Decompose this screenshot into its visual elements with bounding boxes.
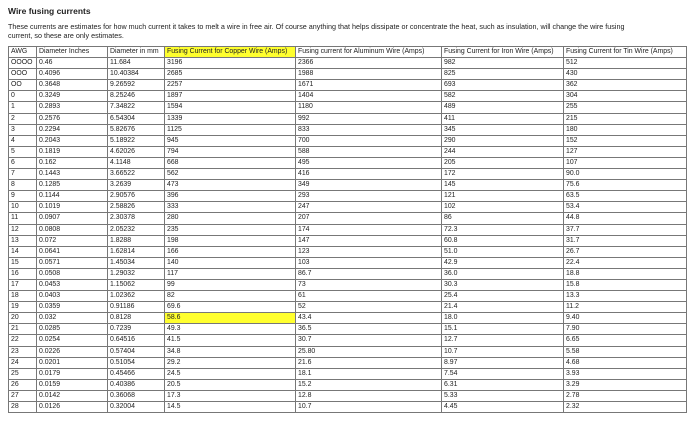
table-cell: 18 <box>9 291 37 302</box>
table-cell: 255 <box>564 102 687 113</box>
table-cell: 1 <box>9 102 37 113</box>
table-cell: 0.40386 <box>108 379 165 390</box>
table-cell: 0.0508 <box>37 268 108 279</box>
table-cell: 0 <box>9 91 37 102</box>
table-cell: 4.68 <box>564 357 687 368</box>
table-row <box>9 135 687 146</box>
table-cell: 7 <box>9 169 37 180</box>
column-header: Fusing current for Aluminum Wire (Amps) <box>296 47 442 58</box>
table-cell: 52 <box>296 302 442 313</box>
table-row <box>9 313 687 324</box>
table-cell: 3.93 <box>564 368 687 379</box>
table-cell: 244 <box>442 146 564 157</box>
table-cell: 25.4 <box>442 291 564 302</box>
table-cell: 0.36068 <box>108 390 165 401</box>
table-cell: 18.0 <box>442 313 564 324</box>
table-row <box>9 80 687 91</box>
table-cell: 180 <box>564 124 687 135</box>
table-cell: 512 <box>564 58 687 69</box>
table-cell: 15 <box>9 257 37 268</box>
table-cell: 25.80 <box>296 346 442 357</box>
table-cell: 60.8 <box>442 235 564 246</box>
table-cell: 0.1443 <box>37 169 108 180</box>
table-cell: 22 <box>9 335 37 346</box>
table-cell: 8.25246 <box>108 91 165 102</box>
column-header: AWG <box>9 47 37 58</box>
table-cell: 49.3 <box>165 324 296 335</box>
column-header: Fusing Current for Iron Wire (Amps) <box>442 47 564 58</box>
table-cell: 0.0126 <box>37 402 108 413</box>
table-cell: 140 <box>165 257 296 268</box>
table-row <box>9 202 687 213</box>
table-cell: 9.40 <box>564 313 687 324</box>
table-cell: 0.0179 <box>37 368 108 379</box>
table-cell: 2.30378 <box>108 213 165 224</box>
table-cell: 411 <box>442 113 564 124</box>
table-cell: 345 <box>442 124 564 135</box>
table-cell: 5 <box>9 146 37 157</box>
page-title: Wire fusing currents <box>8 6 91 16</box>
table-cell: 10.7 <box>442 346 564 357</box>
table-row <box>9 291 687 302</box>
table-cell: 0.162 <box>37 157 108 168</box>
table-cell: 7.54 <box>442 368 564 379</box>
table-cell: 2257 <box>165 80 296 91</box>
table-cell: 794 <box>165 146 296 157</box>
table-cell: 5.58 <box>564 346 687 357</box>
table-cell: 0.57404 <box>108 346 165 357</box>
table-cell: 4.45 <box>442 402 564 413</box>
table-cell: 42.9 <box>442 257 564 268</box>
table-cell: 86 <box>442 213 564 224</box>
table-cell: 117 <box>165 268 296 279</box>
column-header: Fusing Current for Tin Wire (Amps) <box>564 47 687 58</box>
table-cell: 0.64516 <box>108 335 165 346</box>
table-cell: 11 <box>9 213 37 224</box>
table-cell: 1125 <box>165 124 296 135</box>
table-cell: 12.8 <box>296 390 442 401</box>
table-cell: 172 <box>442 169 564 180</box>
table-header-row <box>9 47 687 58</box>
column-header: Fusing Current for Copper Wire (Amps) <box>165 47 296 58</box>
table-cell: 992 <box>296 113 442 124</box>
table-cell: 127 <box>564 146 687 157</box>
table-cell: 0.32004 <box>108 402 165 413</box>
table-cell: 107 <box>564 157 687 168</box>
table-cell: 63.5 <box>564 191 687 202</box>
table-row <box>9 69 687 80</box>
table-cell: 1671 <box>296 80 442 91</box>
table-row <box>9 246 687 257</box>
table-cell: 6 <box>9 157 37 168</box>
table-cell: 31.7 <box>564 235 687 246</box>
table-cell: 37.7 <box>564 224 687 235</box>
table-row <box>9 390 687 401</box>
table-cell: 34.8 <box>165 346 296 357</box>
table-cell: 17.3 <box>165 390 296 401</box>
table-cell: 5.18922 <box>108 135 165 146</box>
table-cell: 207 <box>296 213 442 224</box>
table-cell: 15.8 <box>564 279 687 290</box>
table-cell: 102 <box>442 202 564 213</box>
table-cell: 174 <box>296 224 442 235</box>
table-cell: 15.2 <box>296 379 442 390</box>
table-cell: 0.0808 <box>37 224 108 235</box>
table-body <box>9 58 687 413</box>
table-cell: 10.7 <box>296 402 442 413</box>
table-row <box>9 279 687 290</box>
table-cell: 0.2576 <box>37 113 108 124</box>
table-cell: 0.0201 <box>37 357 108 368</box>
table-cell: 43.4 <box>296 313 442 324</box>
table-cell: 15.1 <box>442 324 564 335</box>
table-cell: 14.5 <box>165 402 296 413</box>
table-cell: 0.2294 <box>37 124 108 135</box>
table-cell: 5.33 <box>442 390 564 401</box>
table-cell: 1.8288 <box>108 235 165 246</box>
table-cell: 30.7 <box>296 335 442 346</box>
table-cell: 24.5 <box>165 368 296 379</box>
table-cell: 1180 <box>296 102 442 113</box>
table-row <box>9 224 687 235</box>
table-cell: 2.90576 <box>108 191 165 202</box>
table-row <box>9 169 687 180</box>
table-cell: 147 <box>296 235 442 246</box>
table-row <box>9 91 687 102</box>
table-cell: 8 <box>9 180 37 191</box>
table-cell: 86.7 <box>296 268 442 279</box>
table-row <box>9 346 687 357</box>
table-cell: 27 <box>9 390 37 401</box>
table-cell: 0.1144 <box>37 191 108 202</box>
table-cell: 4 <box>9 135 37 146</box>
table-cell: 362 <box>564 80 687 91</box>
table-cell: 0.0142 <box>37 390 108 401</box>
table-cell: 11.684 <box>108 58 165 69</box>
table-cell: 20 <box>9 313 37 324</box>
table-cell: 945 <box>165 135 296 146</box>
table-cell: 3.2639 <box>108 180 165 191</box>
table-cell: OOOO <box>9 58 37 69</box>
table-cell: 473 <box>165 180 296 191</box>
table-cell: 215 <box>564 113 687 124</box>
table-row <box>9 124 687 135</box>
table-cell: 290 <box>442 135 564 146</box>
table-cell: 61 <box>296 291 442 302</box>
column-header: Diameter in mm <box>108 47 165 58</box>
table-cell: 0.3249 <box>37 91 108 102</box>
table-row <box>9 102 687 113</box>
table-cell: 0.45466 <box>108 368 165 379</box>
table-cell: 7.90 <box>564 324 687 335</box>
table-cell: 0.91186 <box>108 302 165 313</box>
table-cell: OOO <box>9 69 37 80</box>
table-cell: 5.82676 <box>108 124 165 135</box>
table-cell: 18.8 <box>564 268 687 279</box>
table-cell: 0.0403 <box>37 291 108 302</box>
table-cell: 3 <box>9 124 37 135</box>
table-cell: 1.02362 <box>108 291 165 302</box>
table-cell: 562 <box>165 169 296 180</box>
table-cell: 205 <box>442 157 564 168</box>
table-cell: 2.58826 <box>108 202 165 213</box>
table-cell: OO <box>9 80 37 91</box>
table-cell: 1594 <box>165 102 296 113</box>
table-cell: 1339 <box>165 113 296 124</box>
column-header: Diameter Inches <box>37 47 108 58</box>
table-cell: 304 <box>564 91 687 102</box>
table-cell: 0.3648 <box>37 80 108 91</box>
table-cell: 17 <box>9 279 37 290</box>
table-cell: 152 <box>564 135 687 146</box>
table-cell: 668 <box>165 157 296 168</box>
table-cell: 6.31 <box>442 379 564 390</box>
table-cell: 12.7 <box>442 335 564 346</box>
table-cell: 1404 <box>296 91 442 102</box>
table-cell: 489 <box>442 102 564 113</box>
table-cell: 235 <box>165 224 296 235</box>
table-cell: 145 <box>442 180 564 191</box>
table-cell: 0.1285 <box>37 180 108 191</box>
table-cell: 396 <box>165 191 296 202</box>
table-cell: 21 <box>9 324 37 335</box>
table-cell: 0.51054 <box>108 357 165 368</box>
table-cell: 3.66522 <box>108 169 165 180</box>
table-cell: 0.0254 <box>37 335 108 346</box>
table-row <box>9 379 687 390</box>
table-cell: 349 <box>296 180 442 191</box>
table-cell: 0.0359 <box>37 302 108 313</box>
table-cell: 2685 <box>165 69 296 80</box>
table-cell: 69.6 <box>165 302 296 313</box>
table-cell: 72.3 <box>442 224 564 235</box>
table-row <box>9 157 687 168</box>
intro-paragraph: These currents are estimates for how much current it takes to melt a wire in free air. Of course anything that helps dissipate or concentrate the heat, such as insulation, will change the wire fusing current, so these are only estimates. <box>8 22 625 40</box>
table-row <box>9 146 687 157</box>
table-cell: 2.78 <box>564 390 687 401</box>
table-cell: 495 <box>296 157 442 168</box>
table-cell: 13 <box>9 235 37 246</box>
table-cell: 18.1 <box>296 368 442 379</box>
table-cell: 41.5 <box>165 335 296 346</box>
table-cell: 90.0 <box>564 169 687 180</box>
table-cell: 28 <box>9 402 37 413</box>
table-row <box>9 191 687 202</box>
table-cell: 21.6 <box>296 357 442 368</box>
table-cell: 1897 <box>165 91 296 102</box>
table-cell: 247 <box>296 202 442 213</box>
table-row <box>9 58 687 69</box>
table-cell: 198 <box>165 235 296 246</box>
table-cell: 0.0907 <box>37 213 108 224</box>
table-cell: 16 <box>9 268 37 279</box>
table-cell: 416 <box>296 169 442 180</box>
table-cell: 21.4 <box>442 302 564 313</box>
table-cell: 58.6 <box>165 313 296 324</box>
table-cell: 0.0571 <box>37 257 108 268</box>
table-cell: 123 <box>296 246 442 257</box>
table-cell: 12 <box>9 224 37 235</box>
table-cell: 11.2 <box>564 302 687 313</box>
table-cell: 30.3 <box>442 279 564 290</box>
table-row <box>9 302 687 313</box>
table-cell: 0.2043 <box>37 135 108 146</box>
table-cell: 0.0285 <box>37 324 108 335</box>
table-row <box>9 368 687 379</box>
table-row <box>9 357 687 368</box>
table-cell: 26 <box>9 379 37 390</box>
table-cell: 10 <box>9 202 37 213</box>
table-cell: 588 <box>296 146 442 157</box>
table-cell: 2.32 <box>564 402 687 413</box>
table-cell: 10.40384 <box>108 69 165 80</box>
table-cell: 4.62026 <box>108 146 165 157</box>
table-cell: 700 <box>296 135 442 146</box>
table-cell: 6.54304 <box>108 113 165 124</box>
table-cell: 9 <box>9 191 37 202</box>
table-cell: 0.1019 <box>37 202 108 213</box>
table-cell: 280 <box>165 213 296 224</box>
table-cell: 99 <box>165 279 296 290</box>
table-cell: 51.0 <box>442 246 564 257</box>
table-cell: 23 <box>9 346 37 357</box>
table-cell: 26.7 <box>564 246 687 257</box>
table-cell: 166 <box>165 246 296 257</box>
table-cell: 9.26592 <box>108 80 165 91</box>
table-cell: 25 <box>9 368 37 379</box>
table-cell: 1.45034 <box>108 257 165 268</box>
table-row <box>9 235 687 246</box>
table-cell: 2.05232 <box>108 224 165 235</box>
table-cell: 0.2893 <box>37 102 108 113</box>
table-cell: 0.1819 <box>37 146 108 157</box>
table-cell: 1988 <box>296 69 442 80</box>
table-cell: 0.0159 <box>37 379 108 390</box>
table-cell: 4.1148 <box>108 157 165 168</box>
table-cell: 7.34822 <box>108 102 165 113</box>
table-cell: 53.4 <box>564 202 687 213</box>
table-cell: 1.62814 <box>108 246 165 257</box>
table-cell: 75.6 <box>564 180 687 191</box>
table-cell: 693 <box>442 80 564 91</box>
table-cell: 1.15062 <box>108 279 165 290</box>
table-cell: 24 <box>9 357 37 368</box>
table-row <box>9 268 687 279</box>
table-cell: 2366 <box>296 58 442 69</box>
table-cell: 1.29032 <box>108 268 165 279</box>
table-row <box>9 113 687 124</box>
table-cell: 82 <box>165 291 296 302</box>
table-cell: 0.032 <box>37 313 108 324</box>
table-cell: 833 <box>296 124 442 135</box>
table-cell: 6.65 <box>564 335 687 346</box>
table-cell: 3.29 <box>564 379 687 390</box>
table-cell: 333 <box>165 202 296 213</box>
table-cell: 0.7239 <box>108 324 165 335</box>
table-row <box>9 335 687 346</box>
table-cell: 121 <box>442 191 564 202</box>
table-cell: 103 <box>296 257 442 268</box>
table-row <box>9 257 687 268</box>
table-row <box>9 324 687 335</box>
table-cell: 20.5 <box>165 379 296 390</box>
table-cell: 22.4 <box>564 257 687 268</box>
table-cell: 29.2 <box>165 357 296 368</box>
table-row <box>9 402 687 413</box>
table-cell: 73 <box>296 279 442 290</box>
table-cell: 0.072 <box>37 235 108 246</box>
table-cell: 825 <box>442 69 564 80</box>
table-cell: 44.8 <box>564 213 687 224</box>
table-cell: 0.0226 <box>37 346 108 357</box>
table-cell: 19 <box>9 302 37 313</box>
table-cell: 14 <box>9 246 37 257</box>
table-cell: 0.0453 <box>37 279 108 290</box>
table-cell: 2 <box>9 113 37 124</box>
table-cell: 430 <box>564 69 687 80</box>
table-cell: 36.5 <box>296 324 442 335</box>
table-cell: 13.3 <box>564 291 687 302</box>
table-cell: 293 <box>296 191 442 202</box>
table-cell: 0.8128 <box>108 313 165 324</box>
table-cell: 8.97 <box>442 357 564 368</box>
table-cell: 0.0641 <box>37 246 108 257</box>
table-row <box>9 180 687 191</box>
table-cell: 0.46 <box>37 58 108 69</box>
table-cell: 3196 <box>165 58 296 69</box>
wire-fusing-table <box>8 46 687 413</box>
table-row <box>9 213 687 224</box>
table-cell: 0.4096 <box>37 69 108 80</box>
table-cell: 582 <box>442 91 564 102</box>
table-cell: 982 <box>442 58 564 69</box>
table-cell: 36.0 <box>442 268 564 279</box>
